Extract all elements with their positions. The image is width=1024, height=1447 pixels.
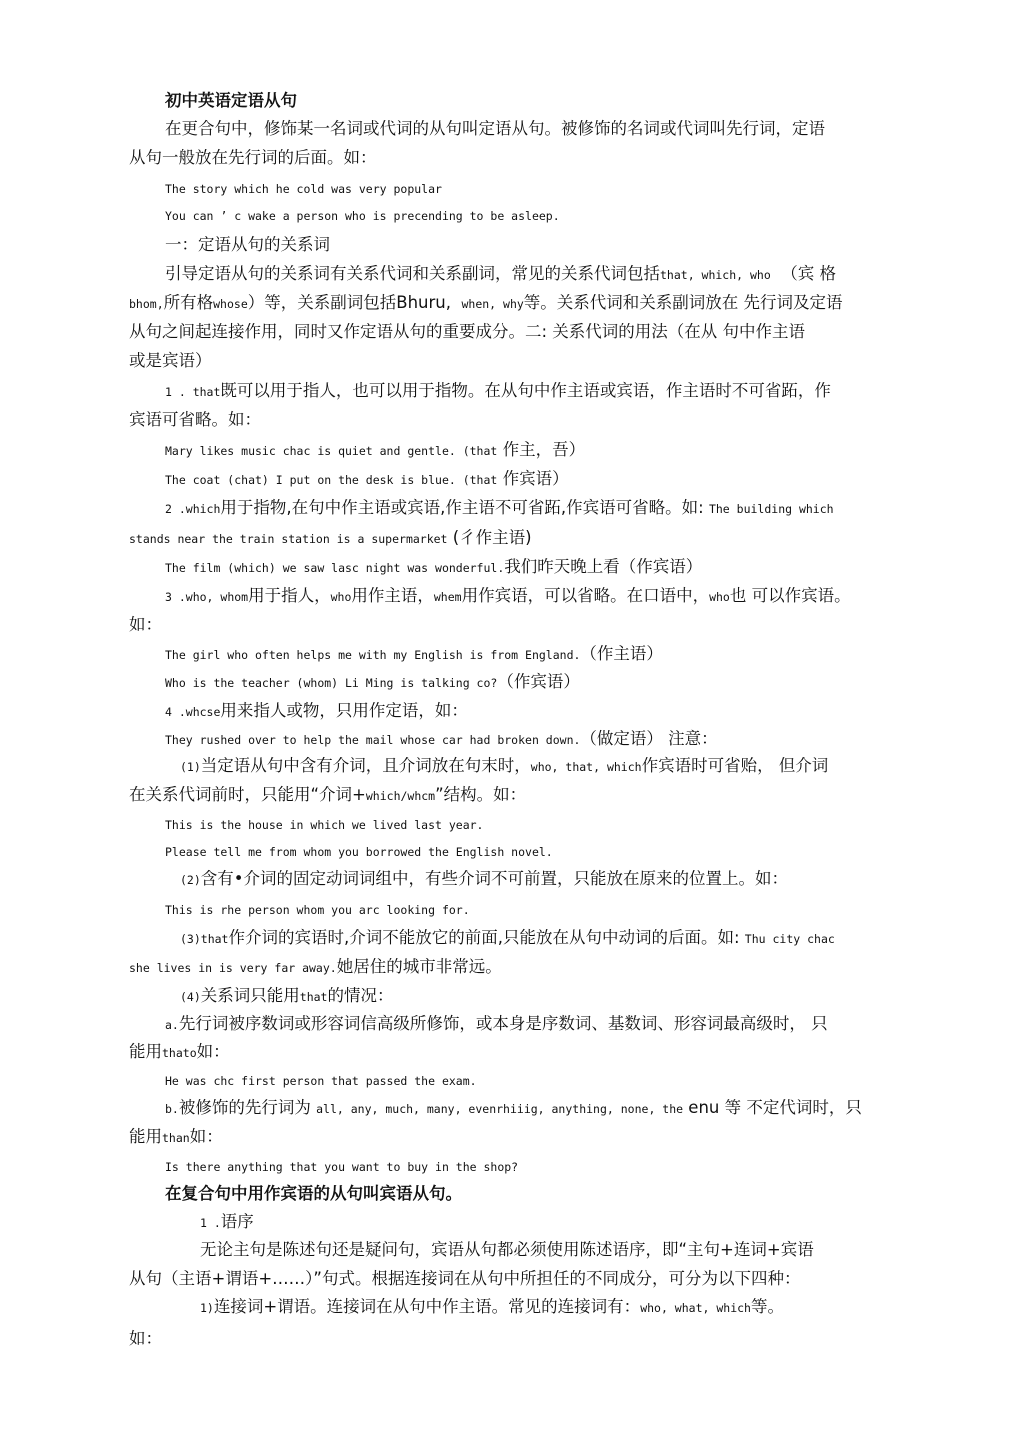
note4-b-en: all, any, much, many, evenrhiiig, anything, none, the (316, 1102, 684, 1116)
item4-text: 用来指人或物，只用作定语，如： (220, 701, 468, 720)
note4-b-en-2: than (162, 1131, 190, 1145)
note4-b-text: 被修饰的先行词为 (178, 1098, 317, 1117)
sec1-paragraph-line-1 (165, 263, 836, 286)
note2-text: 含有•介词的固定动词词组中，有些介词不可前置，只能放在原来的位置上。如： (200, 869, 789, 888)
note3-example-cont: she lives in is very far away. (129, 961, 337, 975)
item4-line-1 (165, 700, 468, 723)
note4-b-marker: b. (165, 1102, 179, 1116)
object-clause-subheading-text: 语序 (220, 1212, 254, 1231)
item2-line-1 (165, 497, 834, 520)
item3-example-2 (165, 671, 580, 694)
note4-b-text-2: enu 等 不定代词时，只 (683, 1098, 862, 1117)
object-clause-p3-number: 1) (200, 1301, 214, 1315)
note3-line-1 (180, 927, 835, 950)
item2-number: 2 . (165, 502, 186, 516)
intro-line-2: 从句一般放在先行词的后面。如： (129, 148, 377, 167)
item3-en-1: who (330, 590, 352, 604)
item3-example-2-cn: （作宾语） (497, 672, 580, 691)
note4-a-marker: a. (165, 1018, 179, 1032)
note3-line-2 (129, 956, 502, 979)
note1-text-3: 在关系代词前时，只能用“介词+ (129, 785, 366, 804)
object-clause-p3-en: who, what, which (640, 1301, 751, 1315)
note3-example-start: Thu city chac (744, 932, 835, 946)
item3-en-2: whem (433, 590, 462, 604)
object-clause-paragraph-1: 无论主句是陈述句还是疑问句，宾语从句都必须使用陈述语序，即“主句+连词+宾语 (200, 1240, 814, 1259)
note1-example-1: This is the house in which we lived last year. (165, 818, 484, 832)
note3-text: 作介词的宾语时,介词不能放它的前面,只能放在从句中动词的后面。如: (228, 928, 745, 947)
note1-example-2: Please tell me from whom you borrowed the English novel. (165, 845, 553, 859)
note4-b-line-1 (165, 1097, 862, 1120)
item3-text-3: 用作宾语，可以省略。在口语中， (461, 586, 710, 605)
note3-keyword: that (200, 932, 229, 946)
note2-number: (2) (180, 873, 201, 887)
note1-text-2: 作宾语时可省贻， 但介词 (641, 756, 829, 775)
note4-b-text-4: 如： (189, 1127, 223, 1146)
sec1-p1-tail: （宾 格 (781, 264, 837, 283)
section-heading-relatives: 一：定语从句的关系词 (165, 235, 330, 254)
note1-line-2 (129, 784, 526, 807)
sec1-paragraph-line-2 (129, 292, 843, 315)
item2-line-2 (129, 527, 532, 550)
note2-example-1: This is rhe person whom you arc looking for. (165, 903, 470, 917)
item4-keyword: whcse (185, 705, 221, 719)
note4-text-1: 关系词只能用 (200, 986, 300, 1005)
sec1-p2-text-1: 所有格 (163, 293, 214, 312)
item3-line-1 (165, 585, 851, 608)
note4-b-line-2 (129, 1126, 223, 1149)
note4-a-line-1 (165, 1013, 828, 1036)
page-title: 初中英语定语从句 (165, 91, 297, 110)
item4-example-1 (165, 728, 718, 751)
item3-line-2: 如： (129, 615, 162, 634)
item1-keyword: that (192, 385, 221, 399)
object-clause-number: 1 . (200, 1216, 221, 1230)
item3-text-2: 用作主语， (351, 586, 434, 605)
note4-keyword: that (299, 990, 328, 1004)
sec1-p2-en-1: bhom, (129, 297, 164, 311)
item4-number: 4 . (165, 705, 186, 719)
item2-example-2-en: The film (which) we saw lasc night was wonderful. (165, 561, 505, 575)
item1-example-1-en: Mary likes music chac is quiet and gentle. (that (165, 444, 498, 458)
item3-example-1-en: The girl who often helps me with my English is from England. (165, 648, 581, 662)
note1-line-1 (180, 755, 828, 778)
intro-example-2: You can ’ c wake a person who is precending to be asleep. (165, 209, 560, 223)
item1-example-2-en: The coat (chat) I put on the desk is blue. (that (165, 473, 498, 487)
item1-text: 既可以用于指人，也可以用于指物。在从句中作主语或宾语，作主语时不可省跖，作 (220, 381, 831, 400)
sec1-paragraph-line-3: 从句之间起连接作用，同时又作定语从句的重要成分。二: 关系代词的用法（在从 句中作主语 (129, 322, 806, 341)
item3-example-1 (165, 643, 663, 666)
item1-example-1-cn: 作主，吾） (497, 440, 586, 459)
object-clause-paragraph-2: 从句（主语+谓语+……）”句式。根据连接词在从句中所担任的不同成分，可分为以下四种： (129, 1269, 801, 1288)
note1-text-1: 当定语从句中含有介词，且介词放在句末时， (200, 756, 531, 775)
item1-example-2 (165, 468, 569, 491)
note2-line-1 (180, 868, 788, 891)
note3-number: (3) (180, 932, 201, 946)
note4-b-example: Is there anything that you want to buy in the shop? (165, 1160, 519, 1174)
object-clause-p3-tail: 等。 (750, 1297, 784, 1316)
intro-line-1: 在更合句中，修饰某一名词或代词的从句叫定语从句。被修饰的名词或代词叫先行词，定语 (165, 119, 825, 138)
item4-example-1-en: They rushed over to help the mail whose car had broken down. (165, 733, 581, 747)
note4-a-line-2 (129, 1041, 230, 1064)
object-clause-p3-text: 连接词+谓语。连接词在从句中作主语。常见的连接词有： (213, 1297, 641, 1316)
item3-text-4: 也 可以作宾语。 (729, 586, 851, 605)
item1-line-1 (165, 380, 831, 403)
note1-en-2: which/whcm (365, 789, 436, 803)
note4-a-text: 先行词被序数词或形容词信高级所修饰，或本身是序数词、基数词、形容词最高级时， 只 (178, 1014, 828, 1033)
item2-example-2 (165, 556, 702, 579)
sec1-p1-en: that, which, who (660, 268, 771, 282)
note1-text-4: ”结构。如： (435, 785, 527, 804)
item1-example-2-cn: 作宾语） (497, 469, 569, 488)
sec1-p1-text: 引导定语从句的关系词有关系代词和关系副词，常见的关系代词包括 (165, 264, 660, 283)
sec1-p2-text-2: ）等，关系副词包括Bhuru, (247, 293, 451, 312)
item3-number: 3 . (165, 590, 186, 604)
note4-a-text-3: 如： (196, 1042, 230, 1061)
item2-text: 用于指物,在句中作主语或宾语,作主语不可省跖,作宾语可省略。如: (220, 498, 709, 517)
object-clause-subheading (200, 1211, 254, 1234)
item1-line-2: 宾语可省略。如： (129, 410, 261, 429)
note4-a-example: He was chc first person that passed the exam. (165, 1074, 477, 1088)
object-clause-heading: 在复合句中用作宾语的从句叫宾语从句。 (165, 1184, 462, 1203)
note4-number: (4) (180, 990, 201, 1004)
item3-example-2-en: Who is the teacher (whom) Li Ming is talking co? (165, 676, 498, 690)
note1-number: (1) (180, 760, 201, 774)
intro-example-1: The story which he cold was very popular (165, 182, 442, 196)
item2-keyword: which (185, 502, 221, 516)
object-clause-paragraph-3 (200, 1296, 784, 1319)
note4-line-1 (180, 985, 393, 1008)
note4-text-2: 的情况： (327, 986, 394, 1005)
sec1-p2-en-2: whose (213, 297, 248, 311)
item3-keyword: who, whom (185, 590, 249, 604)
item4-example-1-cn: （做定语） 注意： (580, 729, 718, 748)
note1-en-1: who, that, which (530, 760, 642, 774)
item1-number: 1 . (165, 385, 193, 399)
note4-a-text-2: 能用 (129, 1042, 162, 1061)
sec1-paragraph-line-4: 或是宾语） (129, 351, 212, 370)
object-clause-paragraph-4: 如： (129, 1329, 162, 1348)
item1-example-1 (165, 439, 585, 462)
note3-example-cn: 她居住的城市非常远。 (336, 957, 502, 976)
note4-b-text-3: 能用 (129, 1127, 162, 1146)
sec1-p2-en-3: when, why (461, 297, 524, 311)
item3-text-1: 用于指人， (248, 586, 331, 605)
sec1-p2-text-3: 等。关系代词和关系副词放在 先行词及定语 (523, 293, 843, 312)
item3-example-1-cn: （作主语） (580, 644, 663, 663)
item3-en-3: who (709, 590, 730, 604)
item2-example-cont: stands near the train station is a supermarket (129, 532, 448, 546)
item2-example-2-cn: 我们昨天晚上看（作宾语） (504, 557, 703, 576)
item2-example-cn: (彳作主语) (447, 528, 532, 547)
note4-a-en: thato (162, 1046, 197, 1060)
item2-example-start: The building which (708, 502, 834, 516)
